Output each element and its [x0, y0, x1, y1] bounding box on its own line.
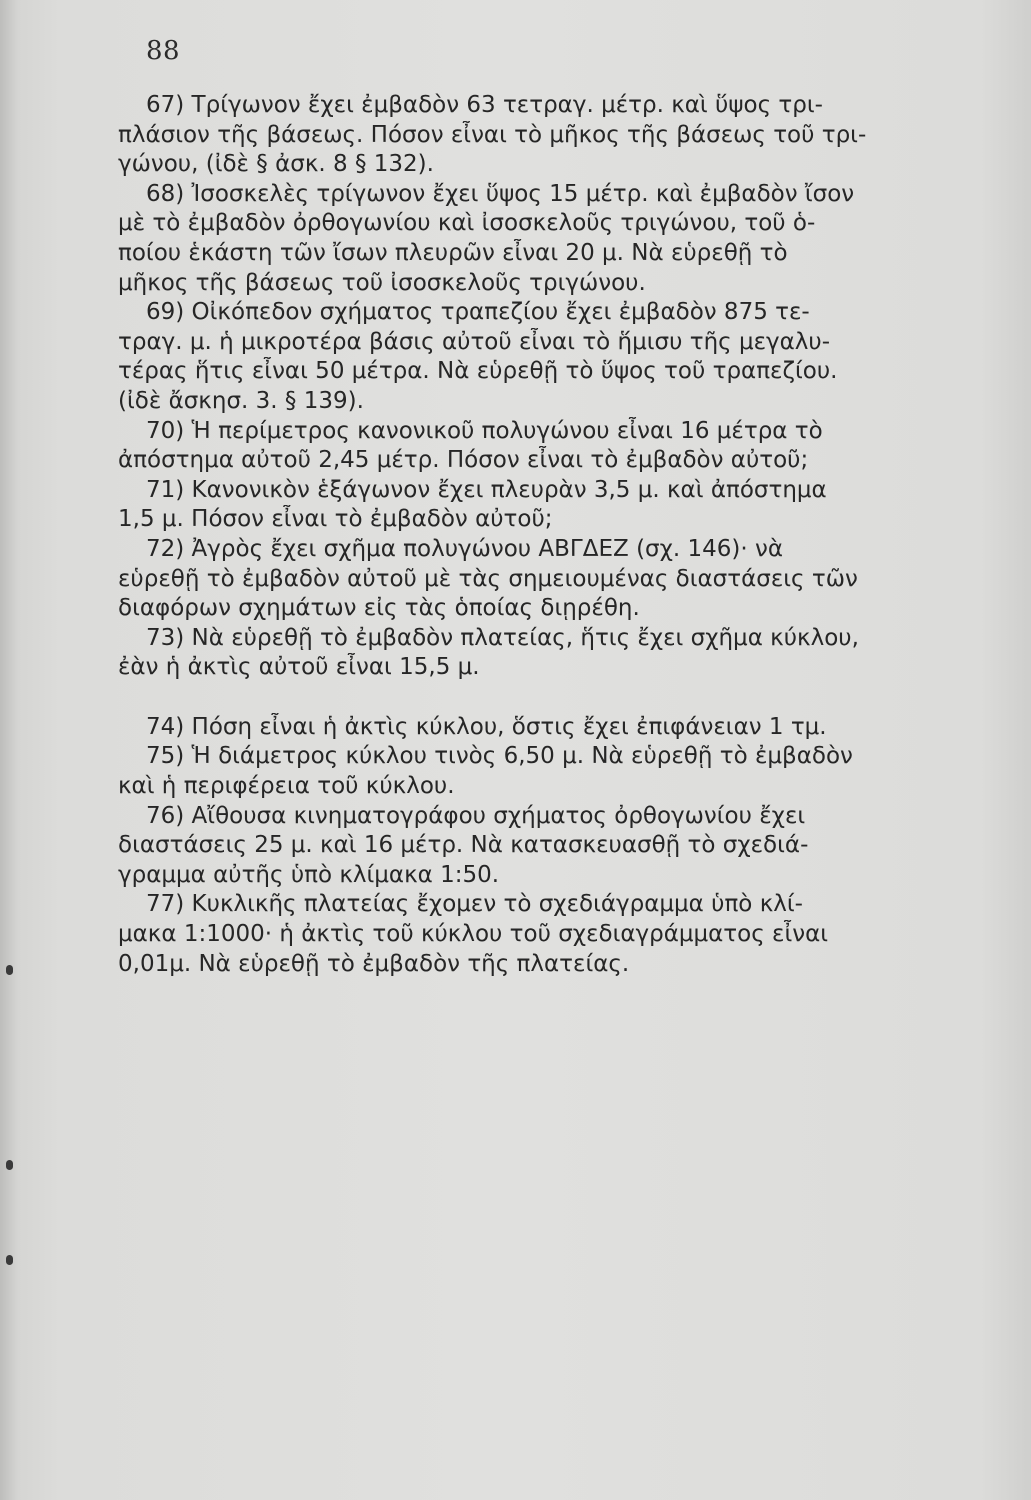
binding-mark: [6, 965, 13, 975]
binding-mark: [6, 1255, 13, 1265]
problem-line: εὑρεθῇ τὸ ἐμβαδὸν αὐτοῦ μὲ τὰς σημειουμένας διαστάσεις τῶν: [118, 565, 858, 592]
problem-line: ἐὰν ἡ ἀκτὶς αὐτοῦ εἶναι 15,5 μ.: [118, 654, 480, 681]
problem-line: μακα 1:1000· ἡ ἀκτὶς τοῦ κύκλου τοῦ σχεδιαγράμματος εἶναι: [118, 921, 829, 948]
page-number: 88: [146, 36, 181, 66]
problem-73: [118, 624, 994, 683]
problem-line: γώνου, (ἰδὲ § ἀσκ. 8 § 132).: [118, 151, 434, 178]
problem-line: 77) Κυκλικῆς πλατείας ἔχομεν τὸ σχεδιάγραμμα ὑπὸ κλί-: [146, 891, 803, 918]
problem-line: 71) Κανονικὸν ἑξάγωνον ἔχει πλευρὰν 3,5 μ. καὶ ἀπόστημα: [146, 476, 827, 503]
problem-67: [118, 91, 994, 180]
problem-77: [118, 890, 994, 979]
problem-68: [118, 180, 994, 298]
problem-line: 67) Τρίγωνον ἔχει ἐμβαδὸν 63 τετραγ. μέτρ. καὶ ὕψος τρι-: [146, 92, 823, 118]
problem-line: 76) Αἴθουσα κινηματογράφου σχήματος ὀρθογωνίου ἔχει: [146, 802, 806, 829]
problem-71: [118, 476, 994, 535]
problem-line: 1,5 μ. Πόσον εἶναι τὸ ἐμβαδὸν αὐτοῦ;: [118, 506, 553, 533]
exercise-list: [118, 91, 994, 979]
problem-line: γραμμα αὐτῆς ὑπὸ κλίμακα 1:50.: [118, 861, 500, 888]
problem-line: τέρας ἥτις εἶναι 50 μέτρα. Νὰ εὑρεθῇ τὸ ὕψος τοῦ τραπεζίου.: [118, 358, 838, 385]
problem-line: 69) Οἰκόπεδον σχήματος τραπεζίου ἔχει ἐμβαδὸν 875 τε-: [146, 299, 810, 326]
problem-line: 0,01μ. Νὰ εὑρεθῇ τὸ ἐμβαδὸν τῆς πλατείας.: [118, 950, 630, 977]
problem-line: 70) Ἡ περίμετρος κανονικοῦ πολυγώνου εἶναι 16 μέτρα τὸ: [146, 417, 823, 444]
section-gap: [118, 683, 994, 713]
problem-line: ποίου ἑκάστη τῶν ἴσων πλευρῶν εἶναι 20 μ. Νὰ εὑρεθῇ τὸ: [118, 239, 788, 266]
problem-line: 74) Πόση εἶναι ἡ ἀκτὶς κύκλου, ὅστις ἔχει ἐπιφάνειαν 1 τμ.: [146, 713, 827, 740]
problem-76: [118, 802, 994, 891]
problem-line: τραγ. μ. ἡ μικροτέρα βάσις αὐτοῦ εἶναι τὸ ἥμισυ τῆς μεγαλυ-: [118, 328, 831, 355]
problem-75: [118, 742, 994, 801]
show-through-text: [130, 1005, 990, 1345]
problem-line: μῆκος τῆς βάσεως τοῦ ἰσοσκελοῦς τριγώνου.: [118, 269, 646, 296]
problem-74: [118, 713, 994, 743]
problem-line: πλάσιον τῆς βάσεως. Πόσον εἶναι τὸ μῆκος τῆς βάσεως τοῦ τρι-: [118, 121, 867, 148]
problem-line: 75) Ἡ διάμετρος κύκλου τινὸς 6,50 μ. Νὰ εὑρεθῇ τὸ ἐμβαδὸν: [146, 743, 853, 770]
problem-line: 68) Ἰσοσκελὲς τρίγωνον ἔχει ὕψος 15 μέτρ. καὶ ἐμβαδὸν ἴσον: [146, 180, 855, 207]
problem-line: μὲ τὸ ἐμβαδὸν ὀρθογωνίου καὶ ἰσοσκελοῦς τριγώνου, τοῦ ὁ-: [118, 210, 816, 237]
problem-line: διαφόρων σχημάτων εἰς τὰς ὁποίας διῃρέθη.: [118, 595, 640, 622]
problem-69: [118, 298, 994, 416]
problem-line: 72) Ἀγρὸς ἔχει σχῆμα πολυγώνου ΑΒΓΔΕΖ (σχ. 146)· νὰ: [146, 535, 784, 562]
problem-70: [118, 417, 994, 476]
binding-mark: [6, 1160, 13, 1170]
problem-line: 73) Νὰ εὑρεθῇ τὸ ἐμβαδὸν πλατείας, ἥτις ἔχει σχῆμα κύκλου,: [146, 624, 859, 651]
problem-72: [118, 535, 994, 624]
problem-line: ἀπόστημα αὐτοῦ 2,45 μέτρ. Πόσον εἶναι τὸ ἐμβαδὸν αὐτοῦ;: [118, 447, 809, 474]
problem-line: (ἰδὲ ἄσκησ. 3. § 139).: [118, 387, 364, 414]
problem-line: καὶ ἡ περιφέρεια τοῦ κύκλου.: [118, 773, 455, 800]
problem-line: διαστάσεις 25 μ. καὶ 16 μέτρ. Νὰ κατασκευασθῇ τὸ σχεδιά-: [118, 832, 809, 859]
